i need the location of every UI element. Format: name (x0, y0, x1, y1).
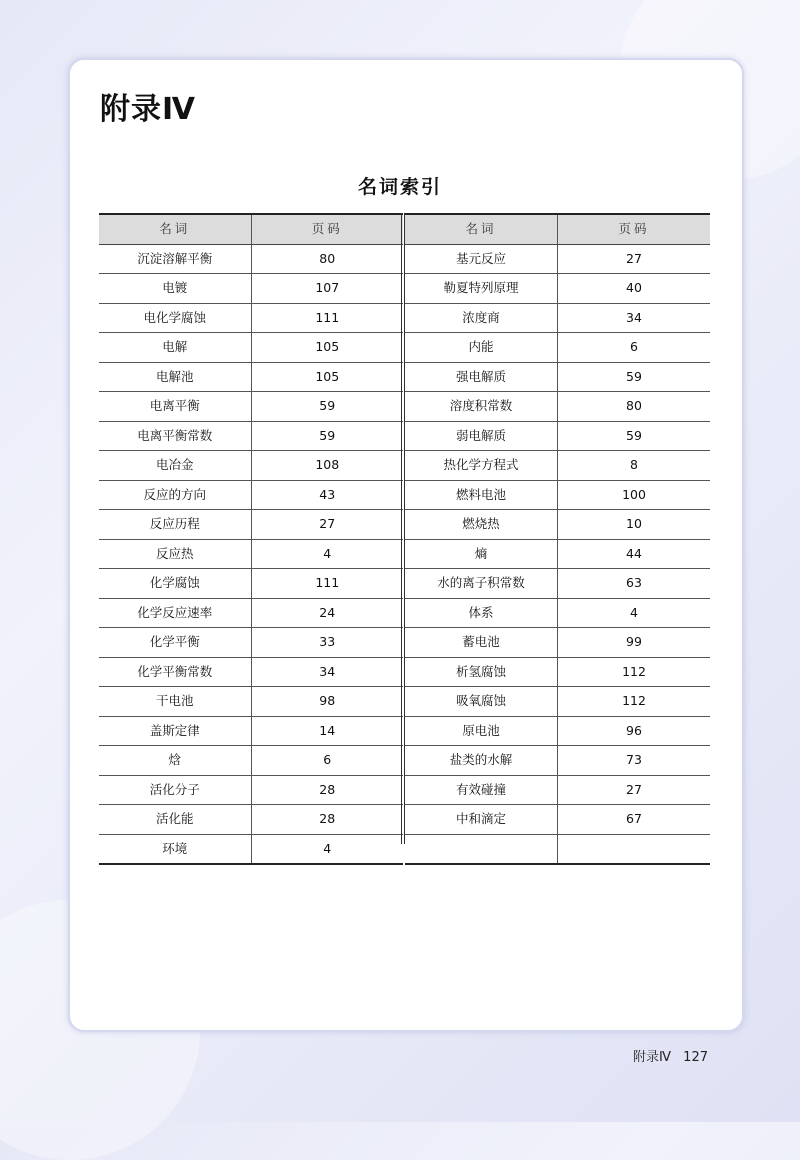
term-cell: 析氢腐蚀 (405, 657, 558, 687)
table-row (405, 628, 710, 658)
page-cell: 111 (251, 303, 403, 333)
table-row (99, 805, 403, 835)
page-cell: 34 (251, 657, 403, 687)
page-cell: 59 (251, 392, 403, 422)
page-cell: 73 (558, 746, 711, 776)
table-row (405, 333, 710, 363)
table-row (405, 569, 710, 599)
term-cell: 电解池 (99, 362, 251, 392)
term-cell: 沉淀溶解平衡 (99, 244, 251, 274)
term-cell (405, 834, 558, 864)
footer-label: 附录Ⅳ (633, 1050, 672, 1065)
table-row (405, 421, 710, 451)
page-cell: 59 (251, 421, 403, 451)
page-cell: 80 (558, 392, 711, 422)
term-cell: 溶度积常数 (405, 392, 558, 422)
table-row (405, 480, 710, 510)
table-row (405, 598, 710, 628)
page-footer (625, 1046, 708, 1065)
table-row (405, 510, 710, 540)
table-row (405, 657, 710, 687)
table-row (99, 480, 403, 510)
page-cell: 98 (251, 687, 403, 717)
table-row (99, 244, 403, 274)
table-row (405, 834, 710, 864)
term-cell: 浓度商 (405, 303, 558, 333)
page-cell: 43 (251, 480, 403, 510)
term-cell: 体系 (405, 598, 558, 628)
page-cell: 112 (558, 657, 711, 687)
page-cell: 63 (558, 569, 711, 599)
page-cell: 67 (558, 805, 711, 835)
term-cell: 环境 (99, 834, 251, 864)
term-cell: 化学腐蚀 (99, 569, 251, 599)
page-cell: 28 (251, 805, 403, 835)
table-row (405, 392, 710, 422)
term-cell: 化学平衡 (99, 628, 251, 658)
page-cell: 27 (558, 775, 711, 805)
page-cell: 105 (251, 333, 403, 363)
page-cell: 111 (251, 569, 403, 599)
page-number: 127 (683, 1050, 708, 1065)
page-cell: 80 (251, 244, 403, 274)
column-header-page: 页码 (558, 214, 711, 244)
table-row (405, 539, 710, 569)
table-row (99, 657, 403, 687)
table-row (405, 687, 710, 717)
page-cell: 27 (251, 510, 403, 540)
table-row (99, 421, 403, 451)
term-cell: 电化学腐蚀 (99, 303, 251, 333)
term-cell: 焓 (99, 746, 251, 776)
term-cell: 勒夏特列原理 (405, 274, 558, 304)
term-cell: 干电池 (99, 687, 251, 717)
table-row (99, 451, 403, 481)
page-cell: 96 (558, 716, 711, 746)
term-cell: 盖斯定律 (99, 716, 251, 746)
page-cell: 8 (558, 451, 711, 481)
term-cell: 反应历程 (99, 510, 251, 540)
term-cell: 反应的方向 (99, 480, 251, 510)
table-row (99, 746, 403, 776)
page-cell: 59 (558, 421, 711, 451)
table-row (99, 392, 403, 422)
page-cell: 34 (558, 303, 711, 333)
term-cell: 水的离子积常数 (405, 569, 558, 599)
table-row (405, 303, 710, 333)
page-cell: 105 (251, 362, 403, 392)
index-tables (99, 213, 710, 856)
term-cell: 电离平衡 (99, 392, 251, 422)
page-cell: 6 (558, 333, 711, 363)
term-cell: 化学平衡常数 (99, 657, 251, 687)
page-cell: 59 (558, 362, 711, 392)
page-cell (558, 834, 711, 864)
term-cell: 蓄电池 (405, 628, 558, 658)
page-cell: 4 (558, 598, 711, 628)
page-cell: 108 (251, 451, 403, 481)
page-cell: 10 (558, 510, 711, 540)
page-cell: 44 (558, 539, 711, 569)
term-cell: 反应热 (99, 539, 251, 569)
term-cell: 熵 (405, 539, 558, 569)
table-row (99, 598, 403, 628)
table-row (99, 274, 403, 304)
column-header-term: 名词 (405, 214, 558, 244)
term-cell: 弱电解质 (405, 421, 558, 451)
page-cell: 33 (251, 628, 403, 658)
table-row (99, 362, 403, 392)
term-cell: 盐类的水解 (405, 746, 558, 776)
table-row (405, 746, 710, 776)
page-cell: 40 (558, 274, 711, 304)
term-cell: 电离平衡常数 (99, 421, 251, 451)
page-cell: 24 (251, 598, 403, 628)
table-row (99, 569, 403, 599)
page-cell: 112 (558, 687, 711, 717)
appendix-title: 附录Ⅳ (100, 92, 196, 127)
term-cell: 化学反应速率 (99, 598, 251, 628)
table-row (99, 716, 403, 746)
table-row (405, 451, 710, 481)
column-header-page: 页码 (251, 214, 403, 244)
page-cell: 4 (251, 834, 403, 864)
page-cell: 27 (558, 244, 711, 274)
term-cell: 原电池 (405, 716, 558, 746)
table-row (405, 274, 710, 304)
table-row (405, 362, 710, 392)
term-cell: 活化能 (99, 805, 251, 835)
term-cell: 燃烧热 (405, 510, 558, 540)
table-row (405, 244, 710, 274)
page-cell: 4 (251, 539, 403, 569)
table-row (99, 510, 403, 540)
term-cell: 基元反应 (405, 244, 558, 274)
term-cell: 热化学方程式 (405, 451, 558, 481)
term-cell: 内能 (405, 333, 558, 363)
term-cell: 电解 (99, 333, 251, 363)
table-row (99, 775, 403, 805)
term-cell: 吸氧腐蚀 (405, 687, 558, 717)
table-row (405, 716, 710, 746)
page-cell: 14 (251, 716, 403, 746)
term-cell: 电冶金 (99, 451, 251, 481)
term-cell: 强电解质 (405, 362, 558, 392)
index-table-right (405, 213, 710, 865)
table-row (99, 834, 403, 864)
term-cell: 中和滴定 (405, 805, 558, 835)
page-cell: 6 (251, 746, 403, 776)
index-table-left (99, 213, 403, 865)
table-row (99, 303, 403, 333)
table-row (99, 687, 403, 717)
page-cell: 28 (251, 775, 403, 805)
term-cell: 电镀 (99, 274, 251, 304)
table-row (99, 628, 403, 658)
index-title: 名词索引 (357, 176, 442, 198)
column-header-term: 名词 (99, 214, 251, 244)
term-cell: 活化分子 (99, 775, 251, 805)
table-row (99, 539, 403, 569)
term-cell: 有效碰撞 (405, 775, 558, 805)
page-cell: 100 (558, 480, 711, 510)
page-cell: 99 (558, 628, 711, 658)
table-row (405, 775, 710, 805)
page-cell: 107 (251, 274, 403, 304)
table-row (405, 805, 710, 835)
table-row (99, 333, 403, 363)
term-cell: 燃料电池 (405, 480, 558, 510)
